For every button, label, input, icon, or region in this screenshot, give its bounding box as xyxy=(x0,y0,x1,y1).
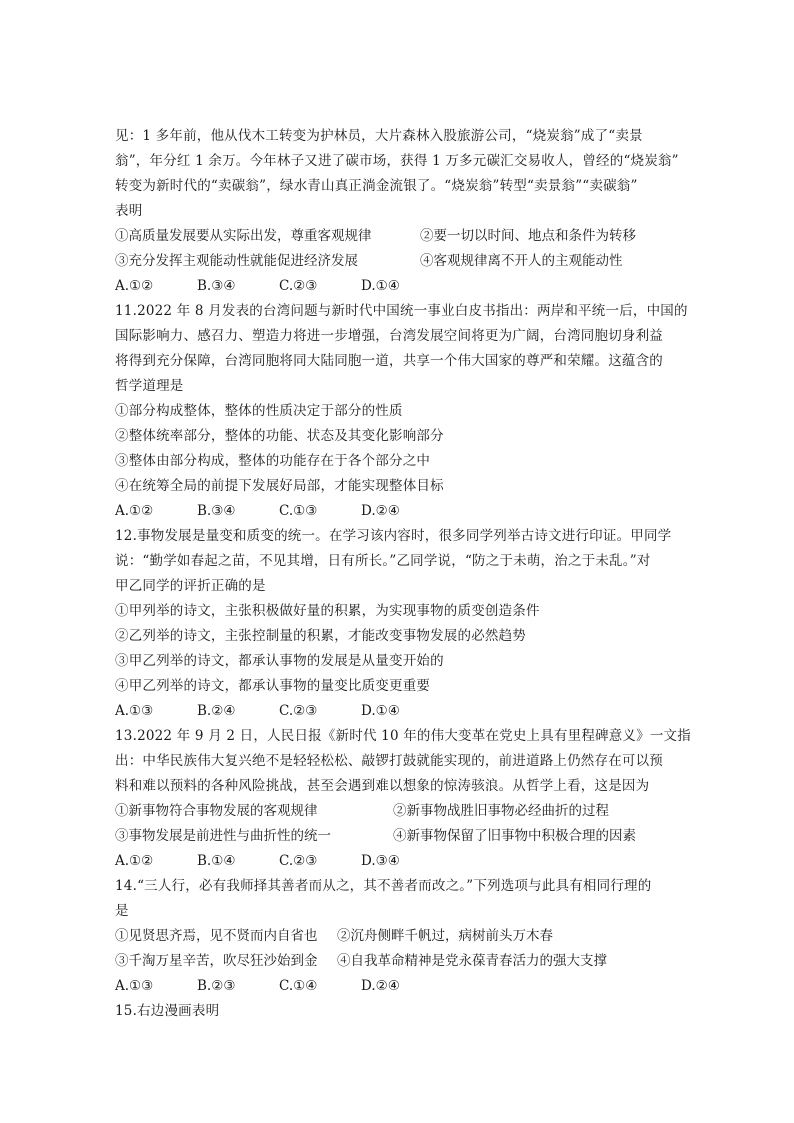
option-item: ④新事物保留了旧事物中积极合理的因素 xyxy=(393,828,636,844)
option-row xyxy=(115,802,685,820)
option-item: ④自我革命精神是党永葆青春活力的强大支撑 xyxy=(337,953,607,969)
option-row xyxy=(115,252,685,270)
answer-choice: A.①② xyxy=(115,278,154,294)
question-text-line: 表明 xyxy=(115,203,143,219)
question-text-line: 是 xyxy=(115,903,129,919)
answer-choice: C.②③ xyxy=(279,853,318,869)
answer-choice: C.②③ xyxy=(279,278,318,294)
answer-choice: D.①④ xyxy=(361,703,400,719)
question-15-stem: 15.右边漫画表明 xyxy=(115,1003,220,1019)
question-text-line: 说：“勤学如春起之苗，不见其增，日有所长。”乙同学说，“防之于未萌，治之于未乱。”对 xyxy=(115,553,651,569)
answer-choice: D.③④ xyxy=(361,853,400,869)
answer-choice: D.②④ xyxy=(361,503,400,519)
answer-choice: B.②④ xyxy=(197,703,236,719)
option-item: ③充分发挥主观能动性就能促进经济发展 xyxy=(115,253,358,269)
option-item: ③整体由部分构成，整体的功能存在于各个部分之中 xyxy=(115,453,431,469)
option-item: ③千淘万星辛苦，吹尽狂沙始到金 xyxy=(115,953,318,969)
option-row xyxy=(115,827,685,845)
answer-choice: A.①③ xyxy=(115,703,154,719)
question-text-line: 甲乙同学的评折正确的是 xyxy=(115,578,266,594)
option-item: ②整体统率部分，整体的功能、状态及其变化影响部分 xyxy=(115,428,444,444)
question-text-line: 见：1 多年前，他从伐木工转变为护林员，大片森林入股旅游公司，“烧炭翁”成了“卖景 xyxy=(115,128,643,144)
question-text-line: 出：中华民族伟大复兴绝不是轻轻松松、敲锣打鼓就能实现的，前进道路上仍然存在可以预 xyxy=(115,753,663,769)
option-item: ③甲乙列举的诗文，都承认事物的发展是从量变开始的 xyxy=(115,653,444,669)
option-item: ①新事物符合事物发展的客观规律 xyxy=(115,803,318,819)
answer-row xyxy=(115,702,685,720)
answer-row xyxy=(115,277,685,295)
answer-choice: C.①③ xyxy=(279,503,318,519)
option-item: ①见贤思齐焉，见不贤而内自省也 xyxy=(115,928,318,944)
option-item: ②沉舟侧畔千帆过，病树前头万木春 xyxy=(337,928,553,944)
question-13-stem: 13.2022 年 9 月 2 日，人民日报《新时代 10 年的伟大变革在党史上具有里程碑意义》一文指 xyxy=(115,728,691,744)
option-item: ①部分构成整体，整体的性质决定于部分的性质 xyxy=(115,403,403,419)
answer-choice: A.①② xyxy=(115,853,154,869)
option-item: ④甲乙列举的诗文，都承认事物的量变比质变更重要 xyxy=(115,678,431,694)
answer-choice: A.①② xyxy=(115,503,154,519)
question-text-line: 将得到充分保障，台湾同胞将同大陆同胞一道，共享一个伟大国家的尊严和荣耀。这蕴含的 xyxy=(115,353,663,369)
question-text-line: 国际影响力、感召力、塑造力将进一步增强，台湾发展空间将更为广阔，台湾同胞切身利益 xyxy=(115,328,663,344)
question-text-line: 哲学道理是 xyxy=(115,378,184,394)
option-item: ④客观规律离不开人的主观能动性 xyxy=(420,253,623,269)
option-item: ④在统筹全局的前提下发展好局部，才能实现整体目标 xyxy=(115,478,444,494)
answer-row xyxy=(115,977,685,995)
answer-choice: B.①④ xyxy=(197,853,236,869)
question-14-stem: 14.“三人行，必有我师择其善者而从之，其不善者而改之。”下列选项与此具有相同行理的 xyxy=(115,878,652,894)
question-text-line: 翁”，年分红 1 余万。今年林子又进了碳市场，获得 1 万多元碳汇交易收人，曾经的“烧炭翁” xyxy=(115,153,679,169)
answer-choice: C.①④ xyxy=(279,978,318,994)
option-item: ②乙列举的诗文，主张控制量的积累，才能改变事物发展的必然趋势 xyxy=(115,628,526,644)
question-text-line: 转变为新时代的“卖碳翁”，绿水青山真正淌金流银了。“烧炭翁”转型“卖景翁”“卖碳翁” xyxy=(115,178,638,194)
option-item: ②要一切以时间、地点和条件为转移 xyxy=(420,228,636,244)
option-item: ②新事物战胜旧事物必经曲折的过程 xyxy=(393,803,609,819)
option-row xyxy=(115,952,685,970)
option-item: ①高质量发展要从实际出发，尊重客观规律 xyxy=(115,228,372,244)
answer-row xyxy=(115,502,685,520)
question-11-stem: 11.2022 年 8 月发表的台湾问题与新时代中国统一事业白皮书指出：两岸和平统一后，中国的 xyxy=(115,303,688,319)
answer-choice: D.②④ xyxy=(361,978,400,994)
answer-choice: B.②③ xyxy=(197,978,236,994)
answer-choice: A.①③ xyxy=(115,978,154,994)
option-row xyxy=(115,927,685,945)
answer-choice: D.①④ xyxy=(361,278,400,294)
question-text-line: 料和难以预料的各种风险挑战，甚至会遇到难以想象的惊涛骇浪。从哲学上看，这是因为 xyxy=(115,778,650,794)
answer-row xyxy=(115,852,685,870)
answer-choice: C.②③ xyxy=(279,703,318,719)
answer-choice: B.③④ xyxy=(197,503,236,519)
option-row xyxy=(115,227,685,245)
option-item: ①甲列举的诗文，主张积极做好量的积累，为实现事物的质变创造条件 xyxy=(115,603,540,619)
question-12-stem: 12.事物发展是量变和质变的统一。在学习该内容时，很多同学列举古诗文进行印证。甲同学 xyxy=(115,528,672,544)
option-item: ③事物发展是前进性与曲折性的统一 xyxy=(115,828,331,844)
answer-choice: B.③④ xyxy=(197,278,236,294)
